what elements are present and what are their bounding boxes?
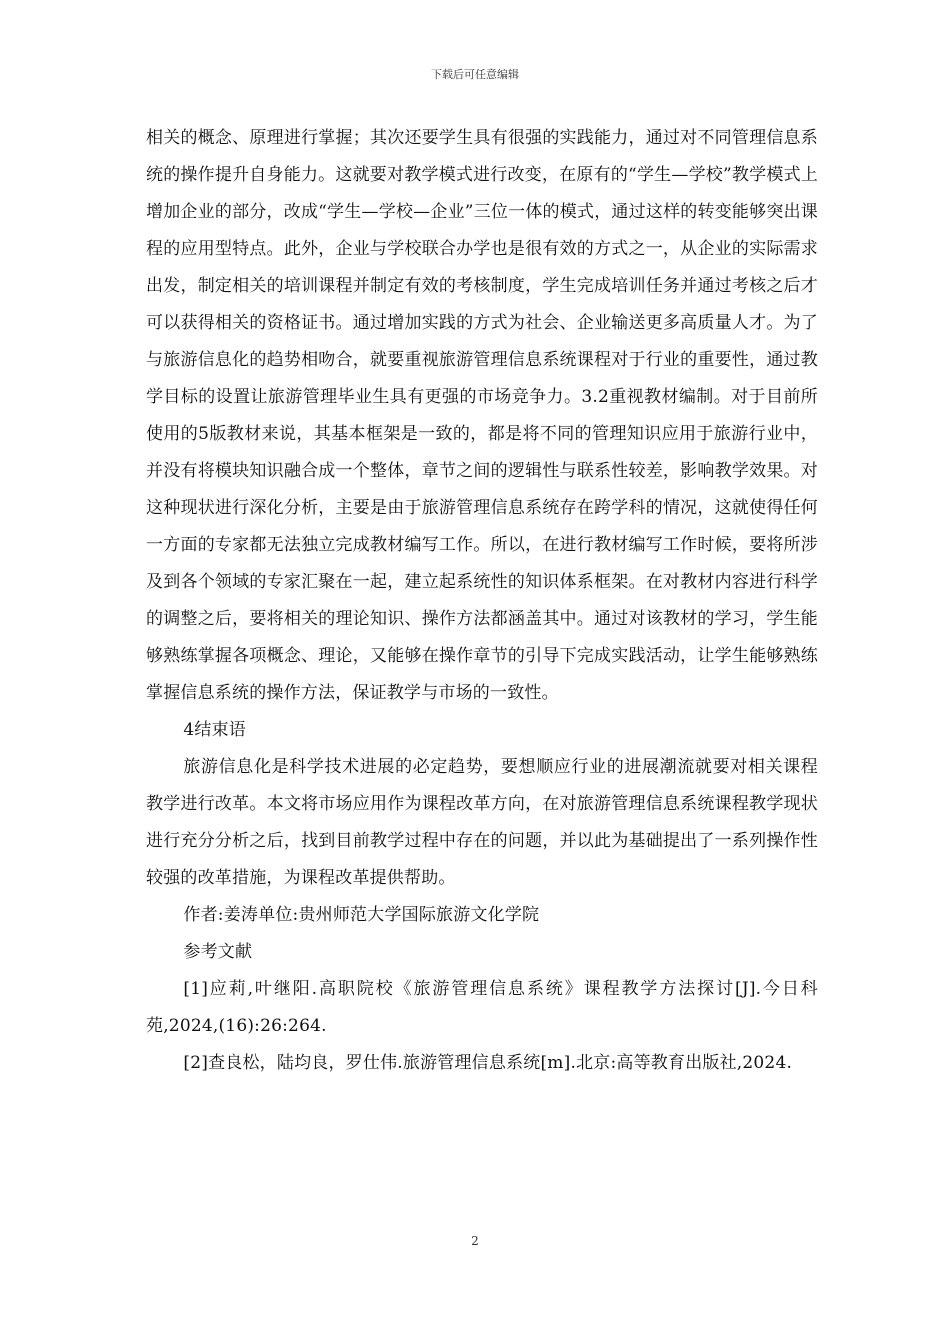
section-heading: 4结束语 — [183, 720, 247, 740]
body-paragraph-conclusion: 旅游信息化是科学技术进展的必定趋势，要想顺应行业的进展潮流就要对相关课程教学进行改革。本文将市场应用作为课程改革方向，在对旅游管理信息系统课程教学现状进行充分分析之后，找到目前教学过程中存在的问题，并以此为基础提出了一系列操作性较强的改革措施，为课程改革提供帮助。 — [146, 757, 818, 888]
page-header: 下载后可任意编辑 — [431, 68, 519, 81]
author-line: 作者:姜涛单位:贵州师范大学国际旅游文化学院 — [183, 905, 540, 925]
page-number: 2 — [471, 1234, 479, 1248]
reference-item: [2]查良松，陆均良，罗仕伟.旅游管理信息系统[m].北京:高等教育出版社,2024. — [183, 1053, 793, 1073]
body-paragraph-continuation: 相关的概念、原理进行掌握；其次还要学生具有很强的实践能力，通过对不同管理信息系统的操作提升自身能力。这就要对教学模式进行改变，在原有的“学生—学校”教学模式上增加企业的部分，改成“学生—学校—企业”三位一体的模式，通过这样的转变能够突出课程的应用型特点。此外，企业与学校联合办学也是很有效的方式之一，从企业的实际需求出发，制定相关的培训课程并制定有效的考核制度，学生完成培训任务并通过考核之后才可以获得相关的资格证书。通过增加实践的方式为社会、企业输送更多高质量人才。为了与旅游信息化的趋势相吻合，就要重视旅游管理信息系统课程对于行业的重要性，通过教学目标的设置让旅游管理毕业生具有更强的市场竞争力。3.2重视教材编制。对于目前所使用的5版教材来说，其基本框架是一致的，都是将不同的管理知识应用于旅游行业中，并没有将模块知识融合成一个整体，章节之间的逻辑性与联系性较差，影响教学效果。对这种现状进行深化分析，主要是由于旅游管理信息系统存在跨学科的情况，这就使得任何一方面的专家都无法独立完成教材编写工作。所以，在进行教材编写工作时候，要将所涉及到各个领域的专家汇聚在一起，建立起系统性的知识体系框架。在对教材内容进行科学的调整之后，要将相关的理论知识、操作方法都涵盖其中。通过对该教材的学习，学生能够熟练掌握各项概念、理论，又能够在操作章节的引导下完成实践活动，让学生能够熟练掌握信息系统的操作方法，保证教学与市场的一致性。 — [146, 128, 818, 703]
document-body — [146, 120, 818, 1082]
reference-item: [1]应莉,叶继阳.高职院校《旅游管理信息系统》课程教学方法探讨[J].今日科苑,2024,(16):26:264. — [146, 979, 818, 1036]
references-heading: 参考文献 — [183, 942, 253, 962]
